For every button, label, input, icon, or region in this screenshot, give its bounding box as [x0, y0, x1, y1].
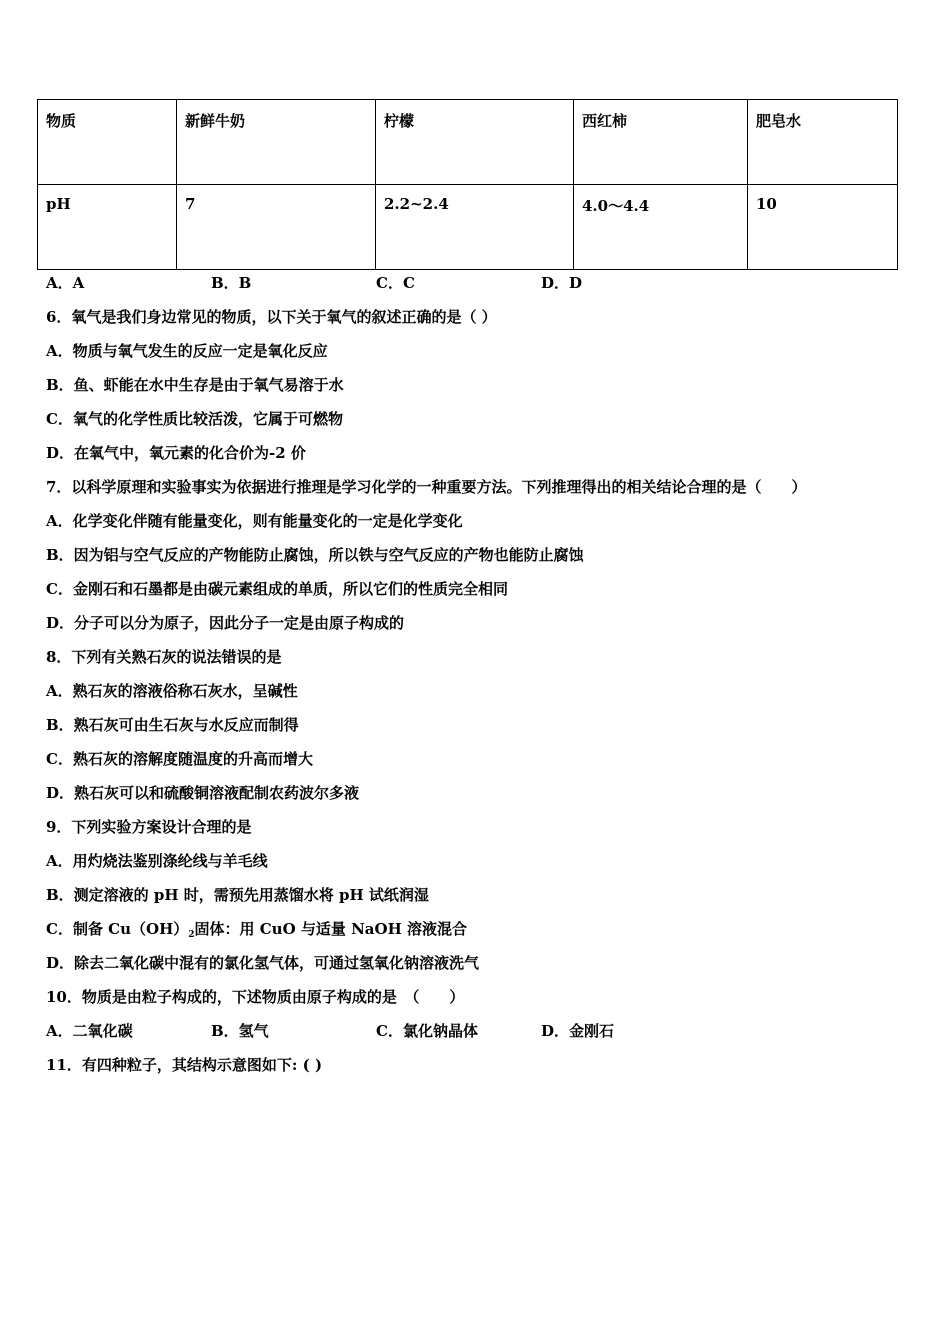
q10-option-c: C．氯化钠晶体	[376, 1022, 478, 1040]
q7-option-d: D．分子可以分为原子，因此分子一定是由原子构成的	[46, 614, 405, 632]
table-cell: pH	[38, 185, 177, 270]
table-cell: 4.0～4.4	[574, 185, 748, 270]
q5-option-a: A．A	[46, 274, 85, 292]
table-cell: 7	[177, 185, 376, 270]
q8-option-c: C．熟石灰的溶解度随温度的升高而增大	[46, 750, 313, 768]
q11-stem: 11．有四种粒子，其结构示意图如下: ( )	[46, 1056, 323, 1074]
table-cell: 新鲜牛奶	[177, 100, 376, 185]
table-header-row	[38, 100, 898, 185]
q10-option-d: D．金刚石	[541, 1022, 615, 1040]
q7-option-a: A．化学变化伴随有能量变化，则有能量变化的一定是化学变化	[46, 512, 463, 530]
table-cell: 柠檬	[376, 100, 574, 185]
q6-option-d: D．在氧气中，氧元素的化合价为-2 价	[46, 444, 306, 462]
q6-option-c: C．氧气的化学性质比较活泼，它属于可燃物	[46, 410, 343, 428]
table-row	[38, 185, 898, 270]
q5-option-d: D．D	[541, 274, 583, 292]
q10-stem: 10．物质是由粒子构成的，下述物质由原子构成的是 （ ）	[46, 988, 465, 1006]
table-cell: 10	[748, 185, 898, 270]
q9-option-c-sub: 2	[188, 930, 195, 940]
q9-stem: 9．下列实验方案设计合理的是	[46, 818, 252, 836]
q9-option-c-post: 固体：用 CuO 与适量 NaOH 溶液混合	[194, 920, 467, 938]
q5-option-c: C．C	[376, 274, 415, 292]
q9-option-c-pre: C．制备 Cu（OH）	[46, 920, 189, 938]
q10-option-a: A．二氧化碳	[46, 1022, 133, 1040]
q8-option-a: A．熟石灰的溶液俗称石灰水，呈碱性	[46, 682, 298, 700]
q7-option-b: B．因为铝与空气反应的产物能防止腐蚀，所以铁与空气反应的产物也能防止腐蚀	[46, 546, 584, 564]
table-cell: 物质	[38, 100, 177, 185]
q9-option-d: D．除去二氧化碳中混有的氯化氢气体，可通过氢氧化钠溶液洗气	[46, 954, 480, 972]
q8-option-d: D．熟石灰可以和硫酸铜溶液配制农药波尔多液	[46, 784, 360, 802]
q10-option-b: B．氢气	[211, 1022, 269, 1040]
q8-stem: 8．下列有关熟石灰的说法错误的是	[46, 648, 282, 666]
ph-table	[37, 99, 898, 270]
q9-option-a: A．用灼烧法鉴别涤纶线与羊毛线	[46, 852, 268, 870]
table-cell: 西红柿	[574, 100, 748, 185]
q8-option-b: B．熟石灰可由生石灰与水反应而制得	[46, 716, 299, 734]
table-cell: 2.2~2.4	[376, 185, 574, 270]
q6-stem: 6．氧气是我们身边常见的物质，以下关于氧气的叙述正确的是（ ）	[46, 308, 497, 326]
q6-option-b: B．鱼、虾能在水中生存是由于氧气易溶于水	[46, 376, 344, 394]
q6-option-a: A．物质与氧气发生的反应一定是氧化反应	[46, 342, 328, 360]
q9-option-b: B．测定溶液的 pH 时，需预先用蒸馏水将 pH 试纸润湿	[46, 886, 429, 904]
q9-option-c	[46, 919, 467, 945]
q5-option-b: B．B	[211, 274, 252, 292]
table-cell: 肥皂水	[748, 100, 898, 185]
q7-option-c: C．金刚石和石墨都是由碳元素组成的单质，所以它们的性质完全相同	[46, 580, 508, 598]
q7-stem: 7．以科学原理和实验事实为依据进行推理是学习化学的一种重要方法。下列推理得出的相关结论合理的是（ ）	[46, 478, 807, 496]
